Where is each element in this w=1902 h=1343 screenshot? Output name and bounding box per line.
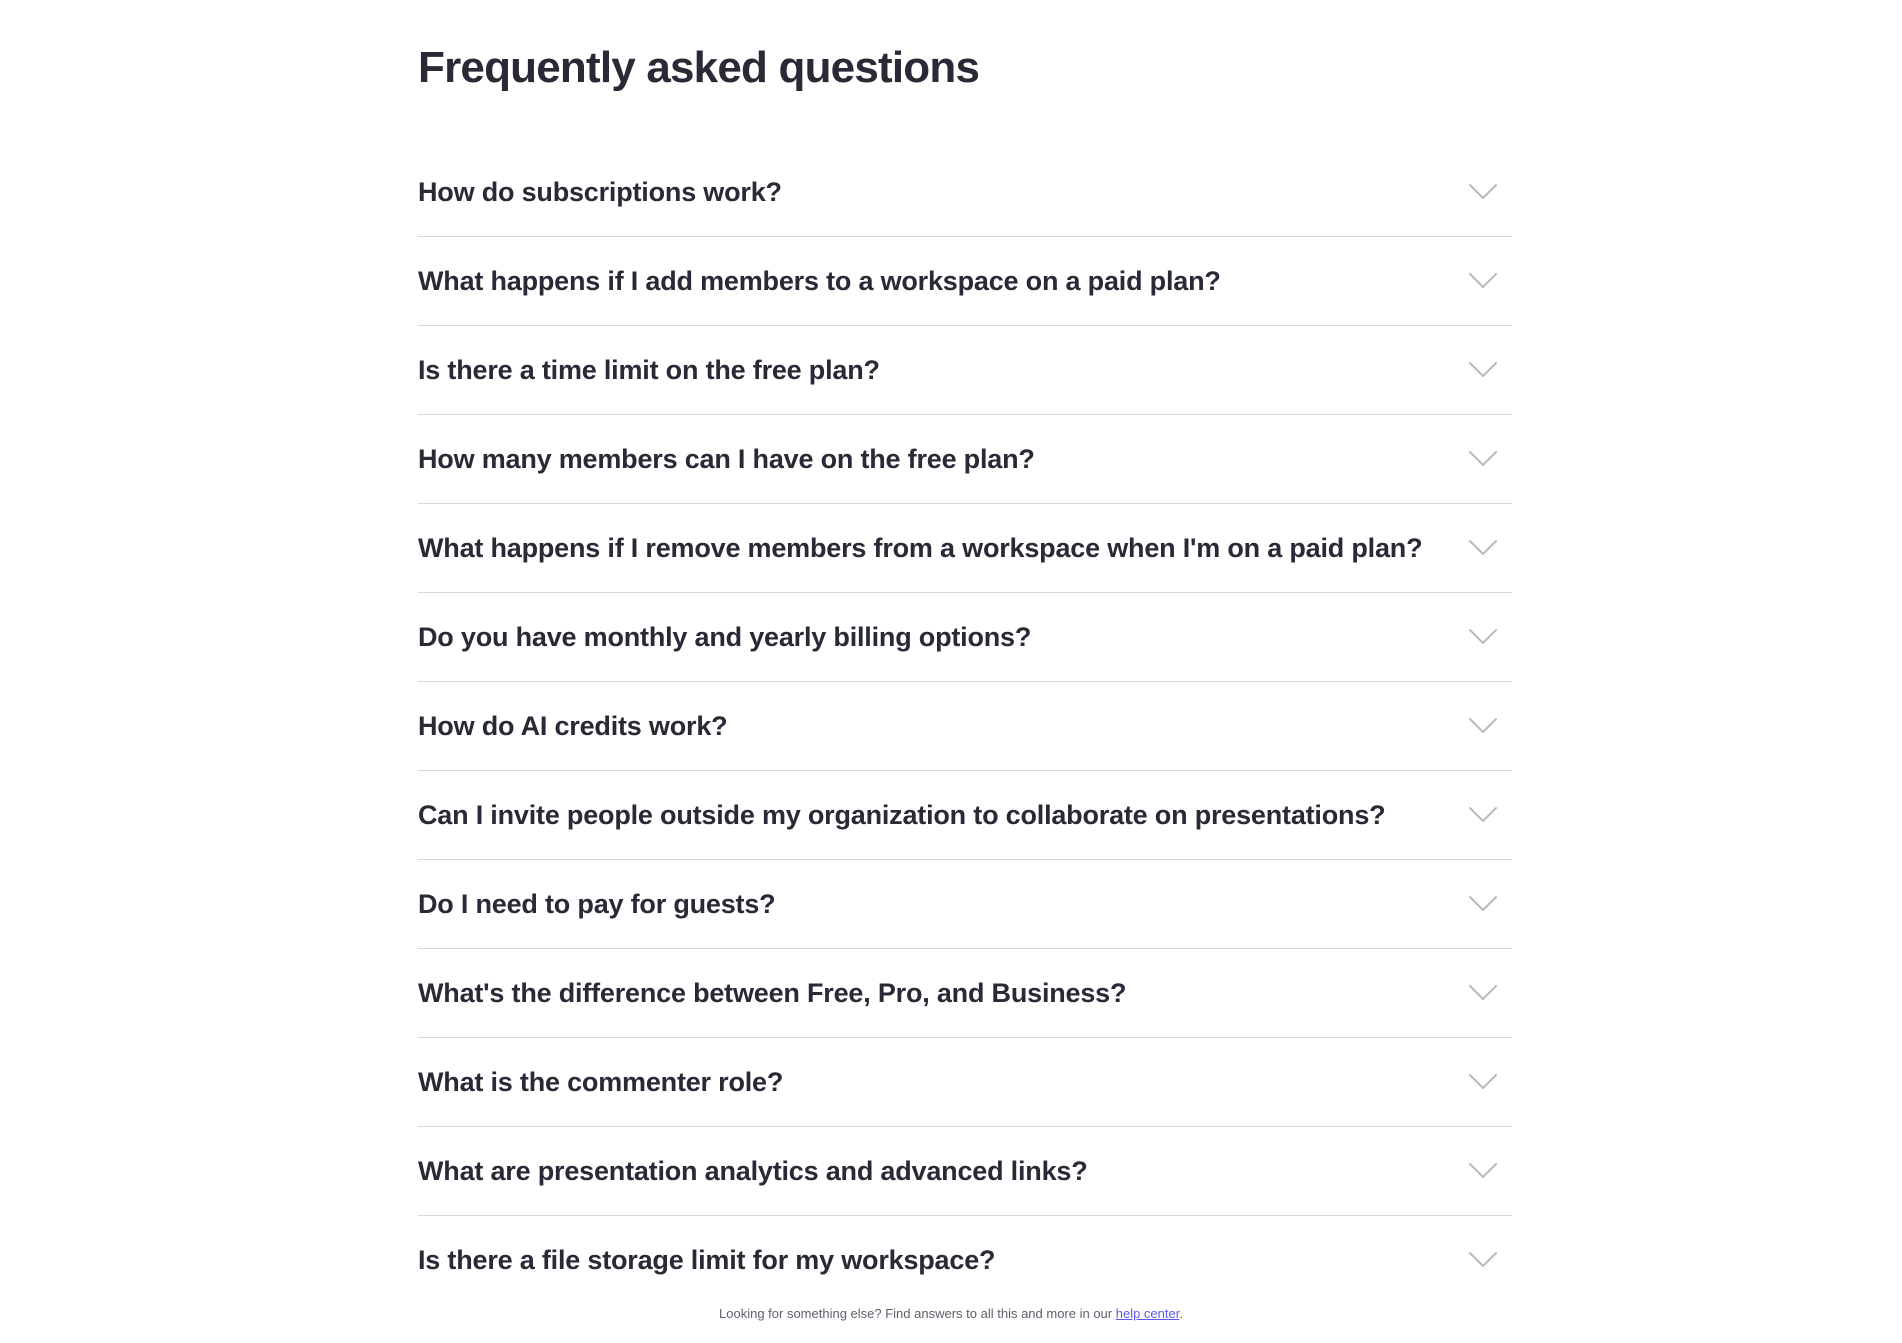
- faq-item[interactable]: [418, 1216, 1512, 1304]
- chevron-down-icon: [1468, 1162, 1498, 1180]
- faq-question: How do AI credits work?: [418, 710, 728, 741]
- help-footer-suffix: .: [1179, 1306, 1183, 1321]
- faq-item[interactable]: [418, 682, 1512, 770]
- chevron-down-icon: [1468, 361, 1498, 379]
- faq-item[interactable]: [418, 415, 1512, 503]
- faq-item[interactable]: [418, 504, 1512, 592]
- faq-item[interactable]: [418, 771, 1512, 859]
- faq-question: What are presentation analytics and advanced links?: [418, 1155, 1088, 1186]
- faq-item[interactable]: [418, 148, 1512, 236]
- chevron-down-icon: [1468, 1251, 1498, 1269]
- help-center-link[interactable]: help center: [1115, 1306, 1180, 1321]
- faq-item[interactable]: [418, 1038, 1512, 1126]
- chevron-down-icon: [1468, 806, 1498, 824]
- chevron-down-icon: [1468, 450, 1498, 468]
- faq-item[interactable]: [418, 326, 1512, 414]
- faq-item[interactable]: [418, 237, 1512, 325]
- faq-question: What's the difference between Free, Pro, and Business?: [418, 977, 1127, 1008]
- faq-title: Frequently asked questions: [418, 43, 980, 92]
- faq-question: Do I need to pay for guests?: [418, 888, 776, 919]
- help-footer-text: Looking for something else? Find answers to all this and more in our: [719, 1306, 1116, 1321]
- faq-question: Can I invite people outside my organization to collaborate on presentations?: [418, 799, 1386, 830]
- faq-question: What happens if I remove members from a workspace when I'm on a paid plan?: [418, 532, 1423, 563]
- chevron-down-icon: [1468, 183, 1498, 201]
- faq-question: How do subscriptions work?: [418, 176, 782, 207]
- faq-item[interactable]: [418, 1127, 1512, 1215]
- faq-item[interactable]: [418, 949, 1512, 1037]
- faq-list: [418, 148, 1512, 1304]
- faq-question: Is there a file storage limit for my workspace?: [418, 1244, 996, 1275]
- help-footer-note: [0, 1306, 1902, 1321]
- faq-question: What is the commenter role?: [418, 1066, 784, 1097]
- faq-item[interactable]: [418, 860, 1512, 948]
- chevron-down-icon: [1468, 272, 1498, 290]
- faq-item[interactable]: [418, 593, 1512, 681]
- chevron-down-icon: [1468, 717, 1498, 735]
- chevron-down-icon: [1468, 1073, 1498, 1091]
- chevron-down-icon: [1468, 628, 1498, 646]
- chevron-down-icon: [1468, 984, 1498, 1002]
- chevron-down-icon: [1468, 539, 1498, 557]
- faq-question: Is there a time limit on the free plan?: [418, 354, 880, 385]
- faq-section: [418, 30, 1512, 1304]
- chevron-down-icon: [1468, 895, 1498, 913]
- faq-question: What happens if I add members to a workspace on a paid plan?: [418, 265, 1221, 296]
- faq-question: How many members can I have on the free plan?: [418, 443, 1035, 474]
- faq-question: Do you have monthly and yearly billing options?: [418, 621, 1032, 652]
